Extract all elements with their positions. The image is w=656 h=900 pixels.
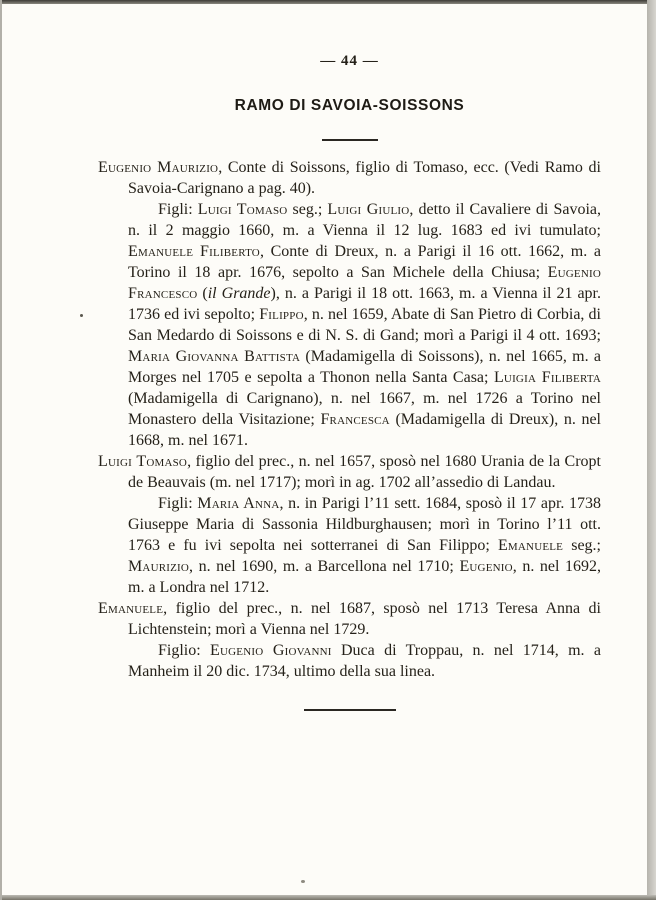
person-name: Maurizio: [128, 558, 190, 575]
scan-speck: [80, 314, 83, 317]
scan-edge-bottom: [0, 895, 656, 900]
person-name: Maria Anna: [197, 495, 280, 512]
text-segment: seg.;: [563, 537, 601, 554]
bottom-divider: [304, 709, 396, 711]
text-segment: , detto il Cavaliere di Savoia, n. il 2 maggio 1660, m. a Vienna il 12 lug. 1683 ed ivi tumulato;: [128, 201, 601, 239]
text-segment: seg.;: [287, 201, 328, 218]
paragraph: [98, 493, 601, 598]
paragraph: [98, 598, 601, 640]
text-block: [98, 157, 601, 682]
text-segment: Figli:: [158, 495, 198, 512]
person-name: Emanuele: [98, 600, 164, 617]
person-name: Eugenio Maurizio: [98, 159, 219, 176]
text-column: [98, 4, 601, 711]
text-segment: il Grande: [207, 285, 271, 302]
person-name: Luigi Tomaso: [98, 453, 188, 470]
person-name: Luigi Tomaso: [197, 201, 288, 218]
paragraph: [98, 199, 601, 451]
person-name: Eugenio Francesco: [128, 264, 601, 302]
text-segment: , n. nel 1690, m. a Barcellona nel 1710;: [189, 558, 460, 575]
text-segment: , n. nel 1659, Abate di San Pietro di Corbia, di San Medardo di Soissons e di N. S. di Gand; morì a Parigi il 4 ott. 1693;: [128, 306, 602, 344]
scan-edge-right: [647, 0, 656, 900]
page-number: — 44 —: [320, 53, 379, 69]
person-name: Filippo: [259, 306, 304, 323]
text-segment: (Madamigella di Dreux), n. nel 1668, m. nel 1671.: [128, 411, 601, 449]
text-segment: Figlio:: [158, 642, 211, 659]
person-name: Francesca: [320, 411, 390, 428]
text-segment: Duca di Troppau, n. nel 1714, m. a Manheim il 20 dic. 1734, ultimo della sua linea.: [128, 642, 601, 680]
person-name: Luigi Giulio: [327, 201, 410, 218]
person-name: Maria Giovanna Battista: [128, 348, 301, 365]
text-segment: Figli:: [158, 201, 198, 218]
text-segment: , figlio del prec., n. nel 1687, sposò nel 1713 Teresa Anna di Lichtenstein; morì a Vienna nel 1729.: [128, 600, 601, 638]
text-segment: (Madamigella di Soissons), n. nel 1665, m. a Morges nel 1705 e sepolta a Thonon nella Santa Casa;: [128, 348, 601, 386]
person-name: Emanuele Filiberto: [128, 243, 260, 260]
page-title: RAMO DI SAVOIA-SOISSONS: [234, 97, 465, 114]
text-segment: , n. in Parigi l’11 sett. 1684, sposò il 17 apr. 1738 Giuseppe Maria di Sassonia Hildburghausen; morì in Torino l’11 ott. 1763 e fu ivi sepolta nei sotterranei di San Filippo;: [128, 495, 601, 554]
person-name: Eugenio Giovanni: [210, 642, 332, 659]
paragraph: [98, 157, 601, 199]
text-segment: (: [197, 285, 208, 302]
person-name: Luigia Filiberta: [493, 369, 602, 386]
person-name: Emanuele: [497, 537, 564, 554]
book-page: [2, 4, 647, 895]
text-segment: , n. nel 1692, m. a Londra nel 1712.: [128, 558, 601, 596]
text-segment: , figlio del prec., n. nel 1657, sposò nel 1680 Urania de la Cropt de Beauvais (m. nel 1717); morì in ag. 1702 all’assedio di Landau.: [128, 453, 601, 491]
paragraph: [98, 640, 601, 682]
scan-speck: [301, 880, 305, 883]
text-segment: , Conte di Dreux, n. a Parigi il 16 ott. 1662, m. a Torino il 18 apr. 1676, sepolto a San Michele della Chiusa;: [128, 243, 601, 281]
paragraph: [98, 451, 601, 493]
text-segment: (Madamigella di Carignano), n. nel 1667, m. nel 1726 a Torino nel Monastero della Visitazione;: [128, 390, 601, 428]
text-segment: ), n. a Parigi il 18 ott. 1663, m. a Vienna il 21 apr. 1736 ed ivi sepolto;: [128, 285, 602, 323]
text-segment: , Conte di Soissons, figlio di Tomaso, ecc. (Vedi Ramo di Savoia-Carignano a pag. 40).: [128, 159, 602, 197]
person-name: Eugenio: [459, 558, 513, 575]
title-divider: [322, 139, 378, 141]
